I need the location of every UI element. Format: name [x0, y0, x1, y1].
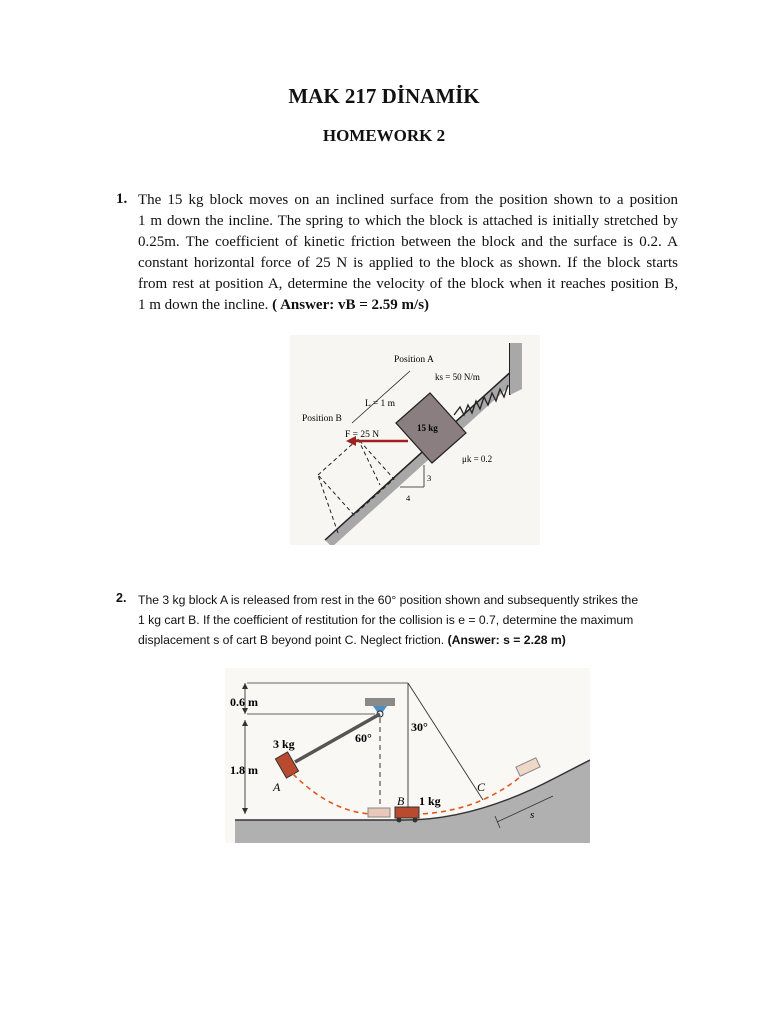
label-mass-b: 1 kg	[419, 794, 441, 808]
problem-2-figure	[225, 668, 590, 843]
cart-b	[395, 807, 419, 818]
problem-1-line: 1 m down the incline.	[138, 297, 269, 313]
label-position-b: Position B	[302, 414, 342, 424]
wall-hatch	[510, 343, 522, 395]
problem-1-line: constant horizontal force of 25 N is applied to the block as shown. If the block starts	[138, 255, 678, 271]
page-title: MAK 217 DİNAMİK	[288, 84, 480, 108]
label-angle-60: 60°	[355, 731, 372, 745]
problem-2-line: 1 kg cart B. If the coefficient of restitution for the collision is e = 0.7, determine the maximum	[138, 613, 634, 627]
problem-1-answer: ( Answer: vB = 2.59 m/s)	[272, 297, 430, 313]
problem-1-line: The 15 kg block moves on an inclined surface from the position shown to a position	[138, 192, 678, 208]
problem-1-line: from rest at position A, determine the velocity of the block when it reaches position B,	[138, 276, 678, 292]
problem-1-number: 1.	[116, 191, 128, 207]
problem-2-line: The 3 kg block A is released from rest in the 60° position shown and subsequently strikes the	[138, 593, 639, 607]
problem-2-last-line	[138, 630, 683, 650]
label-a: A	[273, 780, 281, 794]
label-friction: μk = 0.2	[462, 454, 493, 464]
label-position-a: Position A	[394, 355, 434, 365]
page-subtitle: HOMEWORK 2	[322, 126, 446, 145]
pivot-mount	[365, 698, 395, 706]
label-dim-height: 1.8 m	[230, 763, 258, 777]
label-c: C	[477, 780, 486, 794]
problem-2-answer: (Answer: s = 2.28 m)	[447, 633, 566, 647]
problem-2-text	[138, 590, 683, 650]
label-b: B	[397, 794, 405, 808]
problem-1-line: 1 m down the incline. The spring to which the block is attached is initially stretched by	[138, 213, 678, 229]
label-s: s	[530, 809, 535, 821]
cart-wheel	[397, 818, 402, 823]
cart-ghost	[368, 808, 390, 817]
problem-1-figure	[290, 335, 540, 545]
label-length: L = 1 m	[365, 399, 396, 409]
label-dim-top: 0.6 m	[230, 695, 258, 709]
label-slope-run: 4	[406, 493, 411, 503]
cart-wheel	[413, 818, 418, 823]
label-mass-a: 3 kg	[273, 737, 295, 751]
label-force: F = 25 N	[345, 430, 380, 440]
problem-2-number: 2.	[116, 591, 127, 605]
problem-1-line: 0.25m. The coefficient of kinetic friction between the block and the surface is 0.2. A	[138, 234, 678, 250]
problem-1-last-line	[138, 295, 678, 316]
label-angle-30: 30°	[411, 720, 428, 734]
label-spring-constant: ks = 50 N/m	[435, 372, 480, 382]
label-mass: 15 kg	[417, 423, 438, 433]
label-slope-rise: 3	[427, 473, 432, 483]
problem-1-text	[138, 190, 678, 316]
problem-2-line: displacement s of cart B beyond point C. Neglect friction.	[138, 633, 445, 647]
